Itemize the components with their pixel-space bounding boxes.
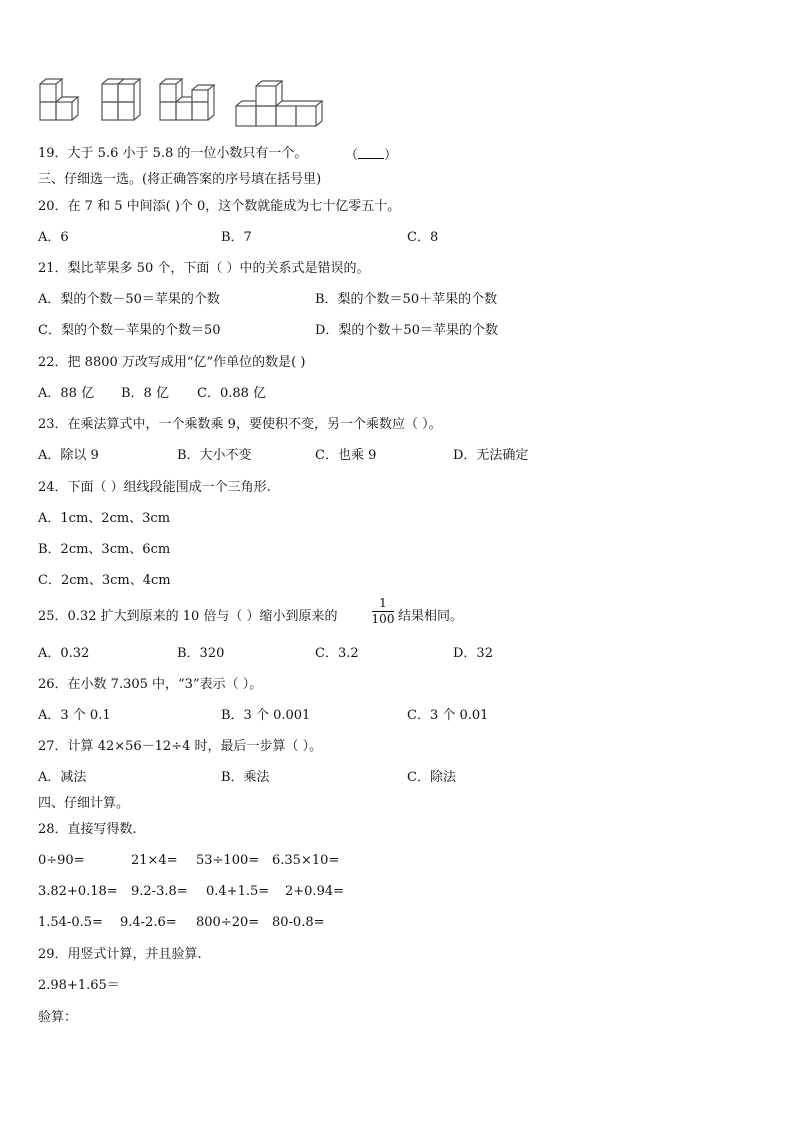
q25-option-b[interactable]: B．320 xyxy=(177,646,225,661)
answer-blank-19[interactable] xyxy=(345,146,397,164)
calc-item: 21×4= xyxy=(131,853,178,868)
q21-option-d[interactable]: D．梨的个数＋50＝苹果的个数 xyxy=(315,323,498,338)
q22-option-a[interactable]: A．88 亿 xyxy=(38,386,95,401)
calc-item: 0÷90= xyxy=(38,853,85,868)
q27-option-b[interactable]: B．乘法 xyxy=(221,770,270,785)
fraction-denominator: 100 xyxy=(371,612,395,626)
question-20-text: 20．在 7 和 5 中间添( )个 0，这个数就能成为七十亿零五十。 xyxy=(38,199,401,214)
section-3-heading: 三、仔细选一选。(将正确答案的序号填在括号里) xyxy=(38,172,322,187)
calc-item: 6.35×10= xyxy=(272,853,340,868)
q21-option-a[interactable]: A．梨的个数－50＝苹果的个数 xyxy=(38,292,220,307)
q20-option-a[interactable]: A．6 xyxy=(38,230,69,245)
question-27-text: 27．计算 42×56－12÷4 时，最后一步算（ ）。 xyxy=(38,739,323,754)
fraction-numerator: 1 xyxy=(379,596,387,610)
verification-label: 验算： xyxy=(38,1010,78,1025)
calc-item: 2+0.94= xyxy=(285,884,345,899)
calc-item: 3.82+0.18= xyxy=(38,884,118,899)
q20-option-c[interactable]: C．8 xyxy=(407,230,439,245)
q20-option-b[interactable]: B．7 xyxy=(221,230,252,245)
q23-option-a[interactable]: A．除以 9 xyxy=(38,448,99,463)
answer-underline xyxy=(358,146,384,159)
q27-option-a[interactable]: A．减法 xyxy=(38,770,87,785)
question-29-text: 29．用竖式计算，并且验算. xyxy=(38,947,202,962)
q24-option-b[interactable]: B．2cm、3cm、6cm xyxy=(38,542,171,557)
q23-option-b[interactable]: B．大小不变 xyxy=(177,448,252,463)
cube-figure-2 xyxy=(102,79,140,120)
calc-item: 9.2-3.8= xyxy=(131,884,188,899)
q26-option-a[interactable]: A．3 个 0.1 xyxy=(38,708,111,723)
q22-option-b[interactable]: B．8 亿 xyxy=(121,386,169,401)
question-25-text-end: 结果相同。 xyxy=(398,609,464,624)
q24-option-a[interactable]: A．1cm、2cm、3cm xyxy=(38,511,171,526)
cube-figure-1 xyxy=(40,79,78,120)
q25-option-c[interactable]: C．3.2 xyxy=(315,646,359,661)
question-22-text: 22．把 8800 万改写成用“亿”作单位的数是( ) xyxy=(38,355,306,370)
calc-item: 1.54-0.5= xyxy=(38,915,103,930)
q26-option-b[interactable]: B．3 个 0.001 xyxy=(221,708,311,723)
calc-item: 9.4-2.6= xyxy=(120,915,177,930)
question-26-text: 26．在小数 7.305 中，“3”表示（ ）。 xyxy=(38,677,263,692)
calc-item: 0.4+1.5= xyxy=(206,884,270,899)
calc-item: 53÷100= xyxy=(196,853,260,868)
question-28-text: 28．直接写得数. xyxy=(38,822,137,837)
q27-option-c[interactable]: C．除法 xyxy=(407,770,456,785)
calc-item: 800÷20= xyxy=(196,915,260,930)
q26-option-c[interactable]: C．3 个 0.01 xyxy=(407,708,489,723)
q25-option-a[interactable]: A．0.32 xyxy=(38,646,90,661)
q25-option-d[interactable]: D．32 xyxy=(453,646,493,661)
q22-option-c[interactable]: C．0.88 亿 xyxy=(197,386,267,401)
question-19 xyxy=(38,146,307,162)
cube-figures xyxy=(36,76,326,134)
q23-option-d[interactable]: D．无法确定 xyxy=(453,448,529,463)
q24-option-c[interactable]: C．2cm、3cm、4cm xyxy=(38,573,171,588)
question-23-text: 23．在乘法算式中，一个乘数乘 9，要使积不变，另一个乘数应（ ）。 xyxy=(38,417,442,432)
question-25-text: 25．0.32 扩大到原来的 10 倍与（ ）缩小到原来的 xyxy=(38,609,338,624)
vertical-calc-expression: 2.98+1.65＝ xyxy=(38,978,120,993)
question-19-text: 19．大于 5.6 小于 5.8 的一位小数只有一个。 xyxy=(38,146,308,161)
question-21-text: 21．梨比苹果多 50 个，下面（ ）中的关系式是错误的。 xyxy=(38,261,370,276)
q23-option-c[interactable]: C．也乘 9 xyxy=(315,448,377,463)
paren-close: ） xyxy=(384,148,398,163)
calc-item: 80-0.8= xyxy=(272,915,325,930)
section-4-heading: 四、仔细计算。 xyxy=(38,796,130,811)
question-24-text: 24．下面（ ）组线段能围成一个三角形. xyxy=(38,480,271,495)
paren-open: （ xyxy=(345,148,359,163)
q21-option-c[interactable]: C．梨的个数－苹果的个数＝50 xyxy=(38,323,221,338)
q21-option-b[interactable]: B．梨的个数＝50＋苹果的个数 xyxy=(315,292,498,307)
cube-figure-4 xyxy=(236,81,322,126)
cube-figure-3 xyxy=(160,79,214,120)
fraction-one-hundredth xyxy=(368,597,398,626)
